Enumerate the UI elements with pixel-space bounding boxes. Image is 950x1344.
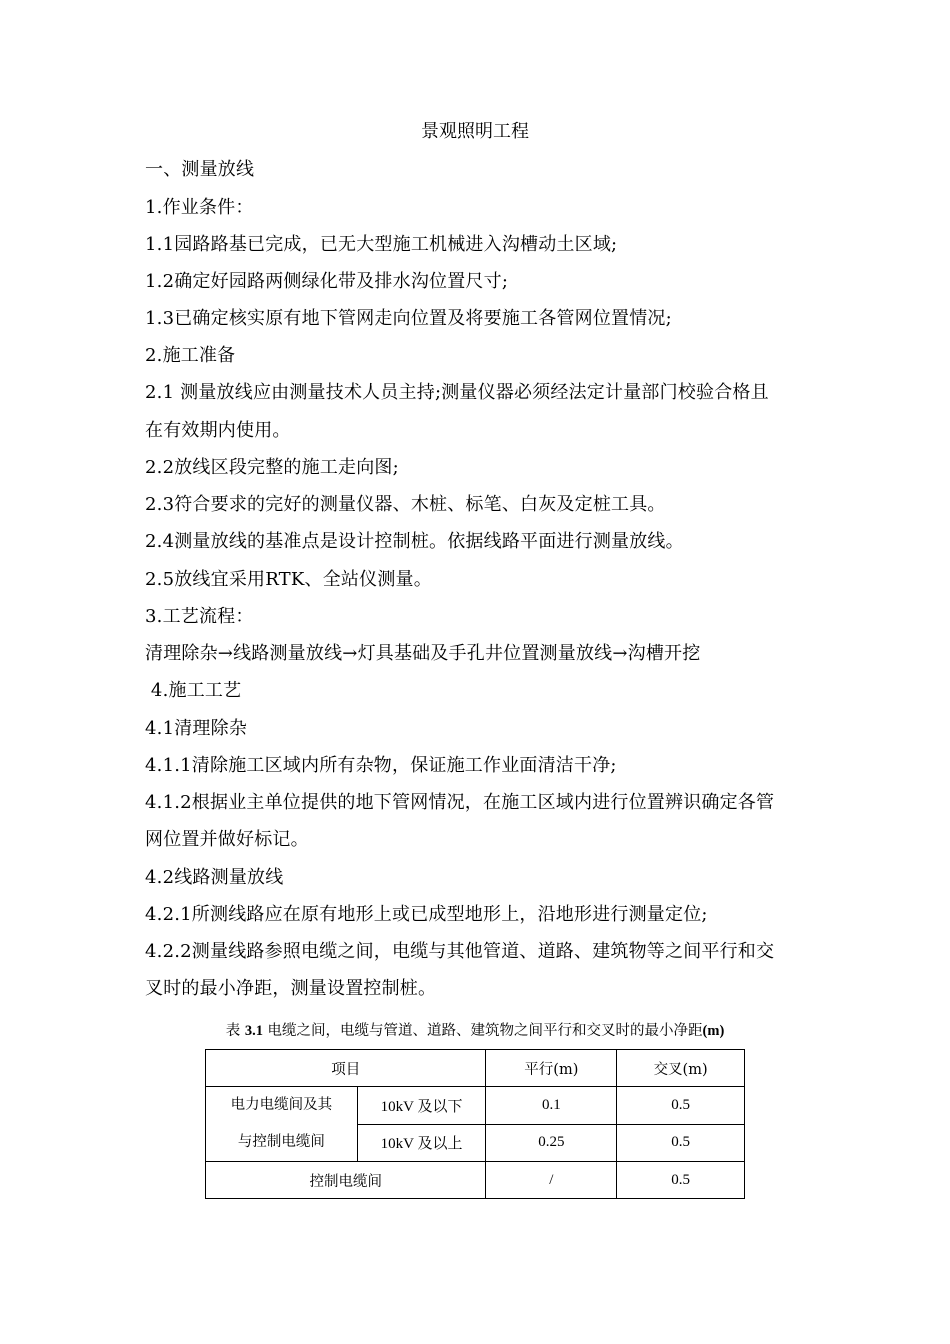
parallel-value: 0.1 [486,1087,617,1125]
text-line: 4.2.2测量线路参照电缆之间，电缆与其他管道、道路、建筑物等之间平行和交 [145,941,775,962]
cross-value: 0.5 [617,1124,745,1162]
text-line: 1.2确定好园路两侧绿化带及排水沟位置尺寸; [145,271,509,292]
cross-value: 0.5 [617,1162,745,1199]
table-row [206,1087,745,1125]
parallel-value: / [486,1162,617,1199]
text-line: 4.1.1清除施工区域内所有杂物，保证施工作业面清洁干净; [145,755,617,776]
text-line: 4.施工工艺 [145,680,242,701]
text-line: 2.4测量放线的基准点是设计控制桩。依据线路平面进行测量放线。 [145,531,684,552]
header-cross: 交叉(m) [617,1050,745,1087]
group-label-line: 与控制电缆间 [237,1134,325,1150]
text-line: 3.工艺流程： [145,606,254,627]
text-line: 4.1清理除杂 [145,718,248,739]
text-line: 2.施工准备 [145,345,236,366]
table-row [206,1162,745,1199]
header-item: 项目 [206,1050,486,1087]
text-line: 网位置并做好标记。 [145,829,309,850]
text-line: 1.作业条件： [145,197,254,218]
text-line: 清理除杂→线路测量放线→灯具基础及手孔井位置测量放线→沟槽开挖 [145,643,701,664]
parallel-value: 0.25 [486,1124,617,1162]
text-line: 在有效期内使用。 [145,420,291,441]
caption-number: 3.1 [244,1023,263,1039]
document-title: 景观照明工程 [421,121,529,142]
text-line: 4.2.1所测线路应在原有地形上或已成型地形上，沿地形进行测量定位; [145,904,708,925]
text-line: 4.2线路测量放线 [145,867,284,888]
table-header-row [206,1050,745,1087]
control-cable-label: 控制电缆间 [206,1162,486,1199]
text-line: 2.3符合要求的完好的测量仪器、木桩、标笔、白灰及定桩工具。 [145,494,666,515]
voltage-cell: 10kV 及以上 [357,1124,486,1162]
group-label-line: 电力电缆间及其 [230,1097,333,1113]
text-line: 叉时的最小净距，测量设置控制桩。 [145,978,437,999]
text-line: 2.2放线区段完整的施工走向图; [145,457,399,478]
section-heading: 一、测量放线 [145,159,255,180]
text-line: 1.1园路路基已完成，已无大型施工机械进入沟槽动土区域; [145,234,618,255]
table-caption [0,1020,950,1042]
voltage-cell: 10kV 及以下 [357,1087,486,1125]
cross-value: 0.5 [617,1087,745,1125]
text-line: 1.3已确定核实原有地下管网走向位置及将要施工各管网位置情况; [145,308,672,329]
text-line: 2.5放线宜采用RTK、全站仪测量。 [145,569,432,590]
group-label-cell [206,1087,358,1162]
caption-unit: (m) [702,1023,725,1039]
header-parallel: 平行(m) [486,1050,617,1087]
text-line: 4.1.2根据业主单位提供的地下管网情况，在施工区域内进行位置辨识确定各管 [145,792,775,813]
caption-prefix: 表 [225,1023,245,1039]
clearance-table [205,1049,745,1199]
caption-text: 电缆之间，电缆与管道、道路、建筑物之间平行和交叉时的最小净距 [262,1023,703,1039]
text-line: 2.1 测量放线应由测量技术人员主持;测量仪器必须经法定计量部门校验合格且 [145,382,769,403]
